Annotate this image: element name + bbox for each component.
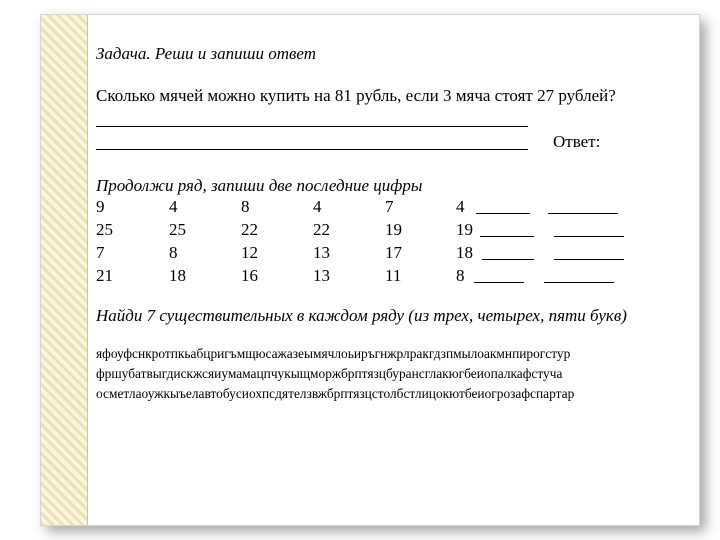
decorative-stripe [41,15,88,525]
series-value: 21 [96,266,113,285]
letter-row-2: фршубатвыгдискжсяиумамацпчукыщморжбрптязцбурансглакюгбеиопалкафстуча [96,366,563,381]
series-value: 7 [385,197,394,216]
series-value: 16 [241,266,258,285]
series-value: 25 [169,220,186,239]
series-value: 4 [313,197,322,216]
series-value: 18 [169,266,186,285]
letter-row-3: осметлаоужкыъелавтобусиохпсдятелзвжбрптязцстолбстлицокютбеиогрозафспартар [96,386,575,401]
series-value: 9 [96,197,105,216]
series-value: 19 [385,220,402,239]
task3-heading: Найди 7 существительных в каждом ряду (из трех, четырех, пяти букв) [96,306,627,325]
answer-blank-1[interactable] [476,199,530,214]
answer-line-2 [96,149,528,150]
answer-blank-1[interactable] [474,268,524,283]
series-value: 22 [313,220,330,239]
series-value: 7 [96,243,105,262]
answer-blank-1[interactable] [480,222,534,237]
series-value: 13 [313,243,330,262]
series-value: 19 [456,220,473,239]
letter-row-1: яфоуфснкротпкьабцригъмщюсажазеымячлоьиръгнжрлракгдзпмылоакмнпирогстур [96,346,571,361]
series-value: 13 [313,266,330,285]
answer-blank-2[interactable] [544,268,614,283]
series-value: 12 [241,243,258,262]
answer-blank-1[interactable] [482,245,534,260]
answer-label: Ответ: [553,132,601,151]
answer-blank-2[interactable] [548,199,618,214]
series-value: 4 [169,197,178,216]
series-value: 25 [96,220,113,239]
answer-line-1 [96,126,528,127]
series-value: 22 [241,220,258,239]
task1-heading: Задача. Реши и запиши ответ [96,44,317,63]
answer-blank-2[interactable] [554,245,624,260]
series-value: 4 [456,197,465,216]
series-value: 17 [385,243,402,262]
task2-heading: Продолжи ряд, запиши две последние цифры [96,176,423,195]
answer-blank-2[interactable] [554,222,624,237]
series-value: 8 [241,197,250,216]
series-value: 8 [169,243,178,262]
task1-question: Сколько мячей можно купить на 81 рубль, если 3 мяча стоят 27 рублей? [96,86,616,105]
series-value: 11 [385,266,402,285]
series-value: 8 [456,266,465,285]
series-value: 18 [456,243,473,262]
